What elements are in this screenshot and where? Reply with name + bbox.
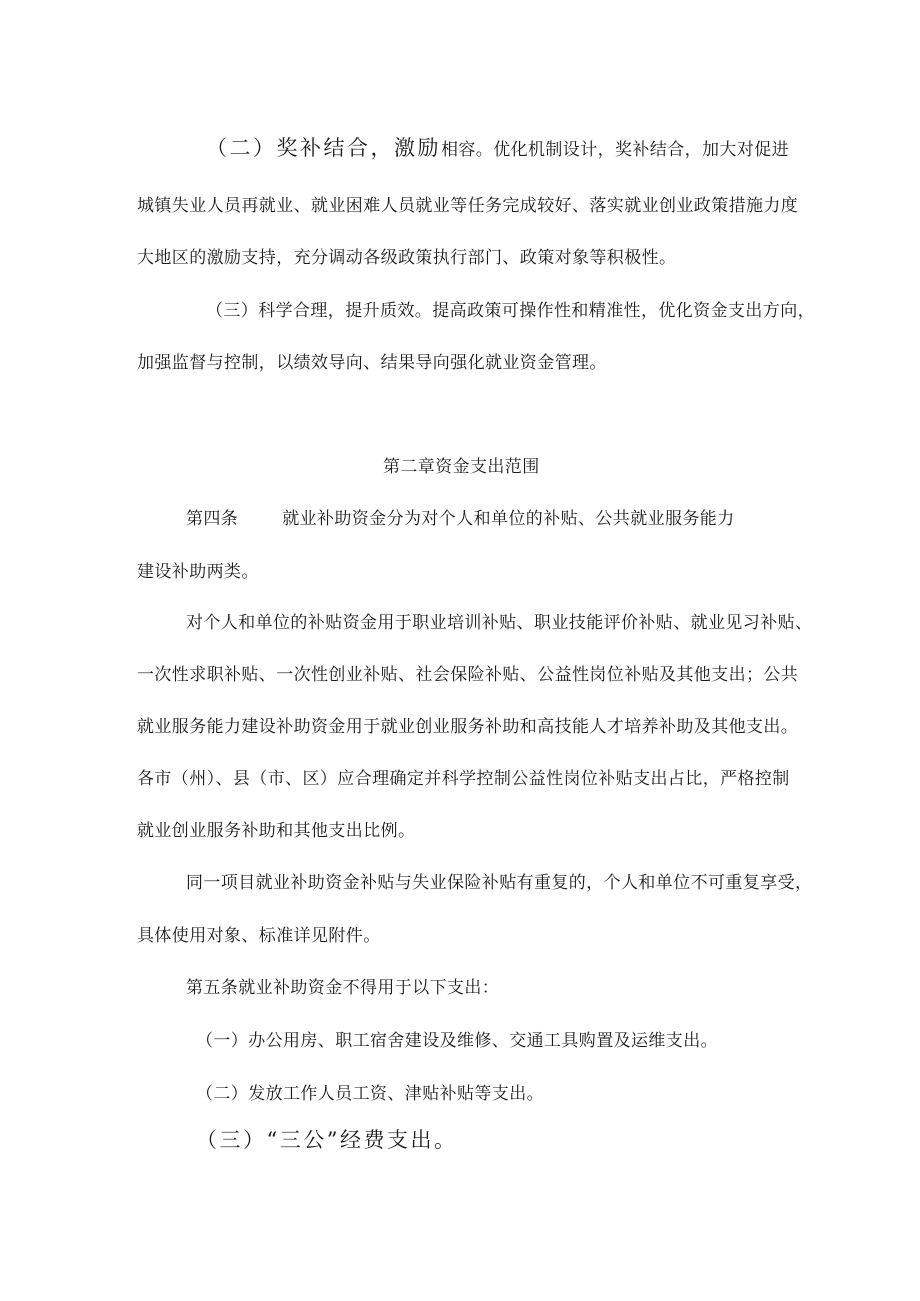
para1-lead: （二）奖补结合，激励 — [206, 136, 441, 160]
article4-line1 — [186, 508, 735, 530]
para4-line1: 同一项目就业补助资金补贴与失业保险补贴有重复的，个人和单位不可重复享受， — [186, 873, 813, 893]
para4-line2: 具体使用对象、标准详见附件。 — [137, 926, 381, 946]
para1-line1-rest: 相容。优化机制设计，奖补结合，加大对促进 — [441, 140, 789, 160]
para3-line1: 对个人和单位的补贴资金用于职业培训补贴、职业技能评价补贴、就业见习补贴、 — [186, 613, 813, 633]
list-item: （一）办公用房、职工宿舍建设及维修、交通工具购置及运维支出。 — [196, 1031, 718, 1051]
para3-line4: 各市（州）、县（市、区）应合理确定并科学控制公益性岗位补贴支出占比，严格控制 — [137, 769, 790, 789]
article4-text: 就业补助资金分为对个人和单位的补贴、公共就业服务能力 — [282, 509, 735, 529]
para1-line1 — [206, 137, 789, 161]
para3-line5: 就业创业服务补助和其他支出比例。 — [137, 821, 416, 841]
para2-line1: （三）科学合理，提升质效。提高政策可操作性和精准性，优化资金支出方向， — [206, 301, 815, 321]
list-item: （三）“三公”经费支出。 — [196, 1128, 458, 1152]
para2-line2: 加强监督与控制，以绩效导向、结果导向强化就业资金管理。 — [137, 353, 607, 373]
article4-line2: 建设补助两类。 — [137, 562, 259, 582]
para3-line2: 一次性求职补贴、一次性创业补贴、社会保险补贴、公益性岗位补贴及其他支出；公共 — [137, 665, 799, 685]
chapter-title: 第二章资金支出范围 — [383, 457, 540, 477]
article5-line: 第五条就业补助资金不得用于以下支出： — [186, 978, 500, 998]
list-item: （二）发放工作人员工资、津贴补贴等支出。 — [196, 1084, 544, 1104]
para1-line2: 城镇失业人员再就业、就业困难人员就业等任务完成较好、落实就业创业政策措施力度 — [137, 196, 799, 216]
para3-line3: 就业服务能力建设补助资金用于就业创业服务补助和高技能人才培养补助及其他支出。 — [137, 717, 799, 737]
article4-label: 第四条 — [186, 509, 239, 529]
para1-line3: 大地区的激励支持，充分调动各级政策执行部门、政策对象等积极性。 — [137, 248, 677, 268]
